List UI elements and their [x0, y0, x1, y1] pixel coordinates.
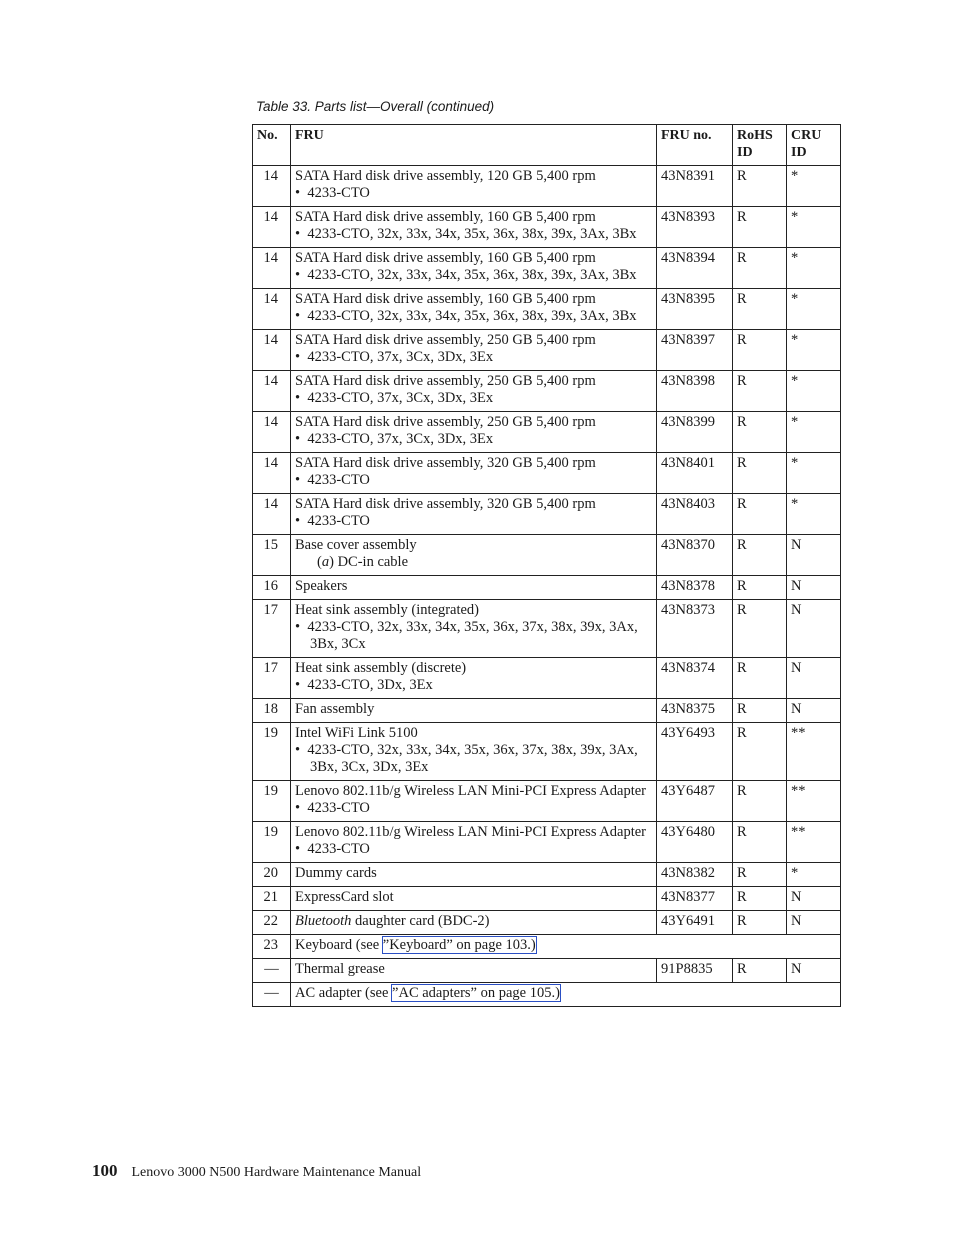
- cell-no: 19: [253, 723, 291, 781]
- cell-fru-no: 43N8397: [657, 330, 733, 371]
- cell-cru-id: *: [787, 330, 841, 371]
- cell-rohs-id: R: [733, 371, 787, 412]
- cell-cru-id: *: [787, 289, 841, 330]
- table-row: [253, 371, 841, 412]
- table-row: [253, 600, 841, 658]
- model-list-text: 4233-CTO: [307, 513, 370, 529]
- cell-cru-id: *: [787, 453, 841, 494]
- cell-rohs-id: R: [733, 781, 787, 822]
- fru-title: SATA Hard disk drive assembly, 160 GB 5,400 rpm: [295, 209, 596, 225]
- fru-title-italic: Bluetooth: [295, 913, 352, 929]
- cell-no: 14: [253, 494, 291, 535]
- cell-rohs-id: R: [733, 699, 787, 723]
- table-row: [253, 699, 841, 723]
- cell-no: 17: [253, 658, 291, 699]
- cell-cru-id: N: [787, 911, 841, 935]
- cell-no: 14: [253, 453, 291, 494]
- cell-no: 19: [253, 822, 291, 863]
- fru-title: SATA Hard disk drive assembly, 250 GB 5,400 rpm: [295, 414, 596, 430]
- fru-title: SATA Hard disk drive assembly, 250 GB 5,400 rpm: [295, 332, 596, 348]
- page-number: 100: [92, 1161, 118, 1180]
- model-list-text: 4233-CTO: [307, 800, 370, 816]
- cell-cru-id: N: [787, 699, 841, 723]
- cell-no: 14: [253, 289, 291, 330]
- model-list-text: 4233-CTO, 37x, 3Cx, 3Dx, 3Ex: [307, 390, 494, 406]
- table-row: [253, 330, 841, 371]
- cell-rohs-id: R: [733, 248, 787, 289]
- page-footer: [92, 1161, 421, 1181]
- cell-rohs-id: R: [733, 207, 787, 248]
- cell-rohs-id: R: [733, 887, 787, 911]
- table-row: [253, 166, 841, 207]
- model-list: • 4233-CTO, 32x, 33x, 34x, 35x, 36x, 38x, 39x, 3Ax, 3Bx: [295, 267, 637, 283]
- cell-no: 14: [253, 371, 291, 412]
- header-no: No.: [253, 125, 291, 166]
- cell-cru-id: N: [787, 576, 841, 600]
- cell-cru-id: **: [787, 723, 841, 781]
- model-list: • 4233-CTO: [295, 841, 370, 857]
- fru-title: Intel WiFi Link 5100: [295, 725, 418, 741]
- fru-title: SATA Hard disk drive assembly, 320 GB 5,400 rpm: [295, 455, 596, 471]
- cell-rohs-id: R: [733, 330, 787, 371]
- cell-no: 14: [253, 207, 291, 248]
- cell-cru-id: N: [787, 959, 841, 983]
- header-fru: FRU: [291, 125, 657, 166]
- model-list: • 4233-CTO, 32x, 33x, 34x, 35x, 36x, 37x, 38x, 39x, 3Ax, 3Bx, 3Cx: [295, 619, 638, 652]
- cell-no: 19: [253, 781, 291, 822]
- cell-fru: [291, 412, 657, 453]
- cell-fru: [291, 330, 657, 371]
- model-list-text: 4233-CTO, 3Dx, 3Ex: [307, 677, 433, 693]
- table-row: [253, 658, 841, 699]
- cell-fru-no: 43N8378: [657, 576, 733, 600]
- cell-rohs-id: R: [733, 959, 787, 983]
- table-row: [253, 453, 841, 494]
- model-list: • 4233-CTO, 37x, 3Cx, 3Dx, 3Ex: [295, 390, 494, 406]
- sub-component: (a) DC-in cable: [317, 554, 409, 570]
- cell-no: 22: [253, 911, 291, 935]
- cell-cru-id: *: [787, 207, 841, 248]
- cell-cru-id: N: [787, 658, 841, 699]
- fru-title: Heat sink assembly (discrete): [295, 660, 467, 676]
- fru-title: Heat sink assembly (integrated): [295, 602, 480, 618]
- header-rohs-id: RoHS ID: [733, 125, 787, 166]
- cell-fru: [291, 822, 657, 863]
- cell-fru-no: 43Y6493: [657, 723, 733, 781]
- cell-fru: [291, 887, 657, 911]
- footer-title: Lenovo 3000 N500 Hardware Maintenance Manual: [131, 1165, 422, 1180]
- model-list: • 4233-CTO, 37x, 3Cx, 3Dx, 3Ex: [295, 349, 494, 365]
- fru-title: Speakers: [295, 578, 348, 594]
- cell-rohs-id: R: [733, 289, 787, 330]
- cell-fru-no: 43N8401: [657, 453, 733, 494]
- cell-no: 14: [253, 166, 291, 207]
- cell-fru: [291, 723, 657, 781]
- model-list-text: 4233-CTO, 37x, 3Cx, 3Dx, 3Ex: [307, 431, 494, 447]
- table-row: [253, 863, 841, 887]
- cell-fru-no: 43N8374: [657, 658, 733, 699]
- cell-rohs-id: R: [733, 412, 787, 453]
- model-list-text: 4233-CTO, 32x, 33x, 34x, 35x, 36x, 38x, 39x, 3Ax, 3Bx: [307, 226, 637, 242]
- cell-no: 23: [253, 935, 291, 959]
- cell-fru: [291, 453, 657, 494]
- cell-fru-no: 43Y6487: [657, 781, 733, 822]
- table-row: [253, 935, 841, 959]
- cell-cru-id: *: [787, 371, 841, 412]
- table-row: [253, 723, 841, 781]
- cell-fru-no: 43N8403: [657, 494, 733, 535]
- cell-fru: [291, 983, 841, 1007]
- model-list-text: 4233-CTO, 37x, 3Cx, 3Dx, 3Ex: [307, 349, 494, 365]
- sub-component-label: a: [321, 554, 330, 570]
- cell-rohs-id: R: [733, 453, 787, 494]
- fru-title: Fan assembly: [295, 701, 375, 717]
- table-row: [253, 248, 841, 289]
- cell-fru-no: 43Y6491: [657, 911, 733, 935]
- cell-fru: [291, 576, 657, 600]
- model-list: • 4233-CTO, 3Dx, 3Ex: [295, 677, 433, 693]
- cell-no: —: [253, 983, 291, 1007]
- table-row: [253, 412, 841, 453]
- fru-title: Keyboard (see: [295, 937, 383, 953]
- table-row: [253, 911, 841, 935]
- model-list-text: 4233-CTO: [307, 472, 370, 488]
- table-row: [253, 207, 841, 248]
- cell-rohs-id: R: [733, 658, 787, 699]
- cell-cru-id: **: [787, 781, 841, 822]
- cell-fru: [291, 248, 657, 289]
- fru-title: ExpressCard slot: [295, 889, 394, 905]
- cell-fru: [291, 911, 657, 935]
- model-list: • 4233-CTO: [295, 513, 370, 529]
- cell-rohs-id: R: [733, 600, 787, 658]
- cell-no: 14: [253, 412, 291, 453]
- cell-fru-no: 43N8377: [657, 887, 733, 911]
- cell-fru: [291, 600, 657, 658]
- fru-title: daughter card (BDC-2): [351, 913, 490, 929]
- cell-rohs-id: R: [733, 535, 787, 576]
- cell-cru-id: N: [787, 535, 841, 576]
- table-row: [253, 983, 841, 1007]
- model-list-text: 4233-CTO: [307, 841, 370, 857]
- table-row: [253, 959, 841, 983]
- cell-no: 20: [253, 863, 291, 887]
- cell-cru-id: *: [787, 166, 841, 207]
- cell-fru-no: 43Y6480: [657, 822, 733, 863]
- cell-cru-id: N: [787, 600, 841, 658]
- cell-rohs-id: R: [733, 723, 787, 781]
- cell-fru-no: 43N8382: [657, 863, 733, 887]
- cell-fru: [291, 699, 657, 723]
- cell-cru-id: *: [787, 494, 841, 535]
- model-list: • 4233-CTO: [295, 472, 370, 488]
- model-list-text: 4233-CTO, 32x, 33x, 34x, 35x, 36x, 37x, 38x, 39x, 3Ax, 3Bx, 3Cx: [307, 619, 638, 652]
- cell-rohs-id: R: [733, 822, 787, 863]
- cell-fru: [291, 289, 657, 330]
- cell-fru: [291, 535, 657, 576]
- fru-title: Lenovo 802.11b/g Wireless LAN Mini-PCI Express Adapter: [295, 824, 646, 840]
- cell-fru: [291, 494, 657, 535]
- header-fru-no: FRU no.: [657, 125, 733, 166]
- cell-fru-no: 43N8373: [657, 600, 733, 658]
- fru-title: Thermal grease: [295, 961, 385, 977]
- cell-fru: [291, 166, 657, 207]
- fru-title: Lenovo 802.11b/g Wireless LAN Mini-PCI Express Adapter: [295, 783, 646, 799]
- table-row: [253, 781, 841, 822]
- cell-no: 21: [253, 887, 291, 911]
- fru-title: Base cover assembly: [295, 537, 417, 553]
- cell-fru-no: 43N8393: [657, 207, 733, 248]
- cell-no: 17: [253, 600, 291, 658]
- table-row: [253, 576, 841, 600]
- cell-no: 18: [253, 699, 291, 723]
- model-list: • 4233-CTO, 32x, 33x, 34x, 35x, 36x, 37x, 38x, 39x, 3Ax, 3Bx, 3Cx, 3Dx, 3Ex: [295, 742, 638, 775]
- cell-no: 15: [253, 535, 291, 576]
- cell-fru-no: 43N8399: [657, 412, 733, 453]
- cell-fru-no: 43N8395: [657, 289, 733, 330]
- cell-no: 14: [253, 248, 291, 289]
- parts-list-table: [252, 124, 841, 1007]
- cell-rohs-id: R: [733, 911, 787, 935]
- fru-title: SATA Hard disk drive assembly, 320 GB 5,400 rpm: [295, 496, 596, 512]
- cell-fru: [291, 935, 841, 959]
- table-row: [253, 535, 841, 576]
- model-list: • 4233-CTO, 37x, 3Cx, 3Dx, 3Ex: [295, 431, 494, 447]
- fru-title: Dummy cards: [295, 865, 377, 881]
- cell-rohs-id: R: [733, 166, 787, 207]
- sub-component-text: DC-in cable: [337, 554, 409, 570]
- fru-title: AC adapter (see: [295, 985, 393, 1001]
- cell-rohs-id: R: [733, 494, 787, 535]
- cell-cru-id: *: [787, 863, 841, 887]
- cross-reference-link[interactable]: ”Keyboard” on page 103.): [382, 937, 536, 953]
- cell-cru-id: *: [787, 248, 841, 289]
- model-list-text: 4233-CTO, 32x, 33x, 34x, 35x, 36x, 38x, 39x, 3Ax, 3Bx: [307, 308, 637, 324]
- cell-fru: [291, 207, 657, 248]
- model-list-text: 4233-CTO, 32x, 33x, 34x, 35x, 36x, 37x, 38x, 39x, 3Ax, 3Bx, 3Cx, 3Dx, 3Ex: [307, 742, 638, 775]
- cell-fru-no: 43N8375: [657, 699, 733, 723]
- cell-fru-no: 91P8835: [657, 959, 733, 983]
- table-caption: Table 33. Parts list—Overall (continued): [256, 99, 495, 114]
- fru-title: SATA Hard disk drive assembly, 120 GB 5,400 rpm: [295, 168, 596, 184]
- header-cru-id: CRU ID: [787, 125, 841, 166]
- cell-fru: [291, 959, 657, 983]
- fru-title: SATA Hard disk drive assembly, 250 GB 5,400 rpm: [295, 373, 596, 389]
- cell-fru-no: 43N8391: [657, 166, 733, 207]
- model-list-text: 4233-CTO: [307, 185, 370, 201]
- table-row: [253, 289, 841, 330]
- cell-fru-no: 43N8394: [657, 248, 733, 289]
- cell-fru: [291, 781, 657, 822]
- cell-rohs-id: R: [733, 576, 787, 600]
- fru-title: SATA Hard disk drive assembly, 160 GB 5,400 rpm: [295, 291, 596, 307]
- cell-cru-id: N: [787, 887, 841, 911]
- model-list: • 4233-CTO, 32x, 33x, 34x, 35x, 36x, 38x, 39x, 3Ax, 3Bx: [295, 226, 637, 242]
- cell-fru: [291, 371, 657, 412]
- cell-cru-id: *: [787, 412, 841, 453]
- model-list: • 4233-CTO: [295, 800, 370, 816]
- cell-no: 16: [253, 576, 291, 600]
- table-row: [253, 494, 841, 535]
- model-list-text: 4233-CTO, 32x, 33x, 34x, 35x, 36x, 38x, 39x, 3Ax, 3Bx: [307, 267, 637, 283]
- cell-no: —: [253, 959, 291, 983]
- cell-fru-no: 43N8370: [657, 535, 733, 576]
- cell-cru-id: **: [787, 822, 841, 863]
- table-row: [253, 822, 841, 863]
- cross-reference-link[interactable]: ”AC adapters” on page 105.): [392, 985, 560, 1001]
- cell-no: 14: [253, 330, 291, 371]
- table-header-row: [253, 125, 841, 166]
- cell-fru-no: 43N8398: [657, 371, 733, 412]
- cell-fru: [291, 658, 657, 699]
- cell-rohs-id: R: [733, 863, 787, 887]
- fru-title: SATA Hard disk drive assembly, 160 GB 5,400 rpm: [295, 250, 596, 266]
- model-list: • 4233-CTO, 32x, 33x, 34x, 35x, 36x, 38x, 39x, 3Ax, 3Bx: [295, 308, 637, 324]
- table-row: [253, 887, 841, 911]
- model-list: • 4233-CTO: [295, 185, 370, 201]
- cell-fru: [291, 863, 657, 887]
